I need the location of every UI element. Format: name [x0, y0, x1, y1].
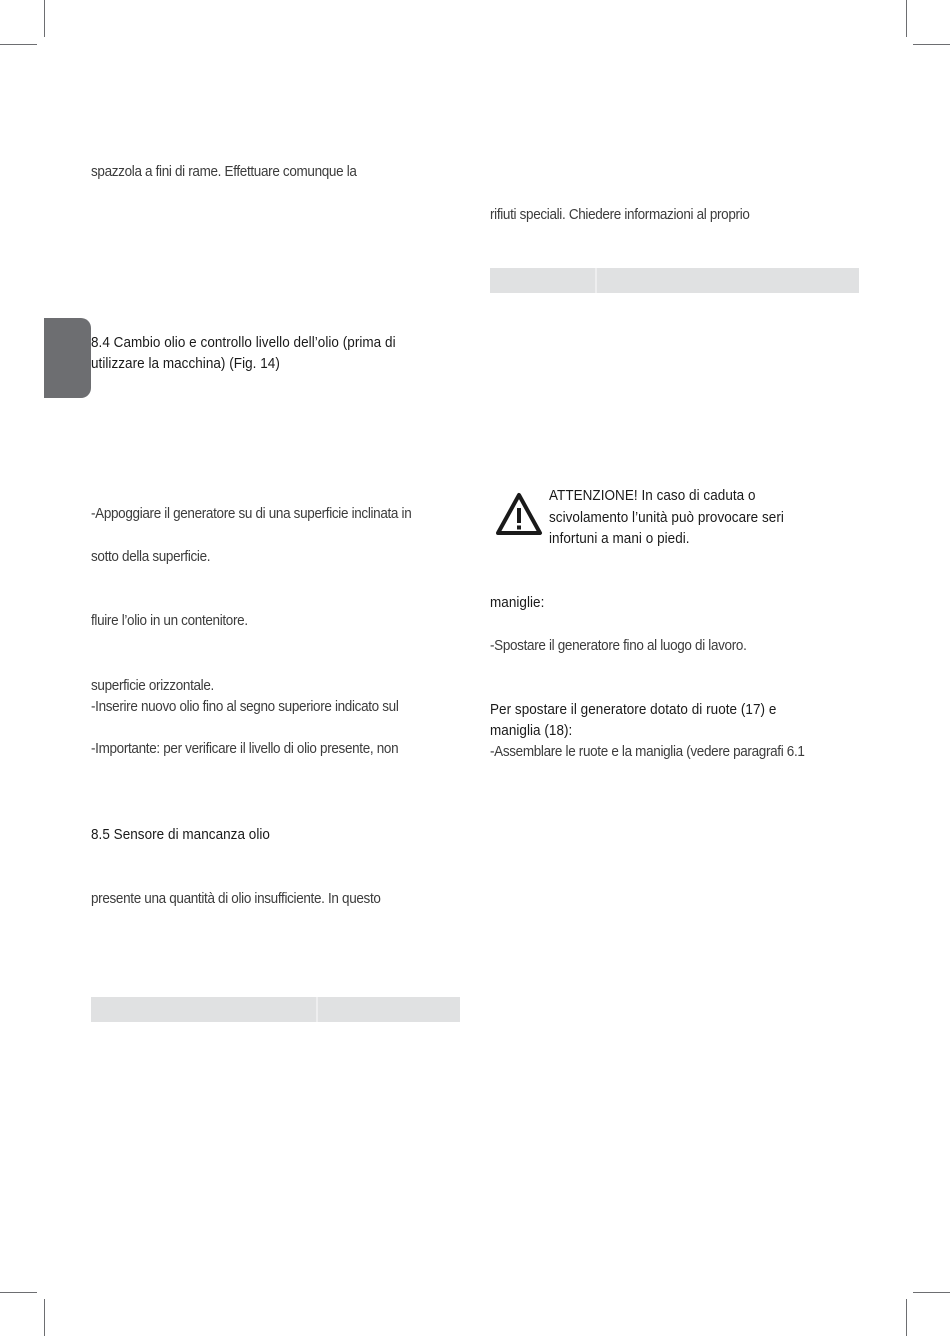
oil-change-line-3: fluire l’olio in un contenitore. [91, 613, 248, 629]
handles-title: maniglie: [490, 595, 545, 611]
table-header-bar-right [490, 268, 859, 293]
wheels-title-line-2: maniglia (18): [490, 723, 573, 739]
right-text-line: rifiuti speciali. Chiedere informazioni al proprio [490, 207, 750, 223]
crop-mark-top-right-h [913, 44, 950, 45]
oil-change-line-1: -Appoggiare il generatore su di una superficie inclinata in [91, 506, 412, 522]
section-8-5-title: 8.5 Sensore di mancanza olio [91, 827, 270, 843]
crop-mark-top-left-h [0, 44, 37, 45]
section-8-4-title-line-2: utilizzare la macchina) (Fig. 14) [91, 356, 280, 372]
wheels-line-1: -Assemblare le ruote e la maniglia (vedere paragrafi 6.1 [490, 744, 805, 760]
table-column-divider [316, 997, 318, 1022]
wheels-title-line-1: Per spostare il generatore dotato di ruote (17) e [490, 702, 777, 718]
crop-mark-bottom-right-v [906, 1299, 907, 1336]
oil-change-line-4: superficie orizzontale. [91, 678, 214, 694]
oil-change-line-6: -Importante: per verificare il livello di olio presente, non [91, 741, 399, 757]
warning-line-1: ATTENZIONE! In caso di caduta o [549, 488, 756, 504]
oil-change-line-5: -Inserire nuovo olio fino al segno superiore indicato sul [91, 699, 399, 715]
crop-mark-bottom-left-v [44, 1299, 45, 1336]
section-8-4-title-line-1: 8.4 Cambio olio e controllo livello dell’olio (prima di [91, 335, 396, 351]
warning-triangle-icon [494, 491, 544, 537]
crop-mark-top-right-v [906, 0, 907, 37]
crop-mark-bottom-left-h [0, 1292, 37, 1293]
section-8-5-line-1: presente una quantità di olio insufficiente. In questo [91, 891, 381, 907]
warning-line-2: scivolamento l’unità può provocare seri [549, 510, 784, 526]
table-header-bar-left [91, 997, 460, 1022]
table-column-divider [595, 268, 597, 293]
left-text-line: spazzola a fini di rame. Effettuare comunque la [91, 164, 357, 180]
crop-mark-bottom-right-h [913, 1292, 950, 1293]
oil-change-line-2: sotto della superficie. [91, 549, 211, 565]
warning-line-3: infortuni a mani o piedi. [549, 531, 690, 547]
crop-mark-top-left-v [44, 0, 45, 37]
language-tab [44, 318, 91, 398]
handles-line-1: -Spostare il generatore fino al luogo di lavoro. [490, 638, 747, 654]
